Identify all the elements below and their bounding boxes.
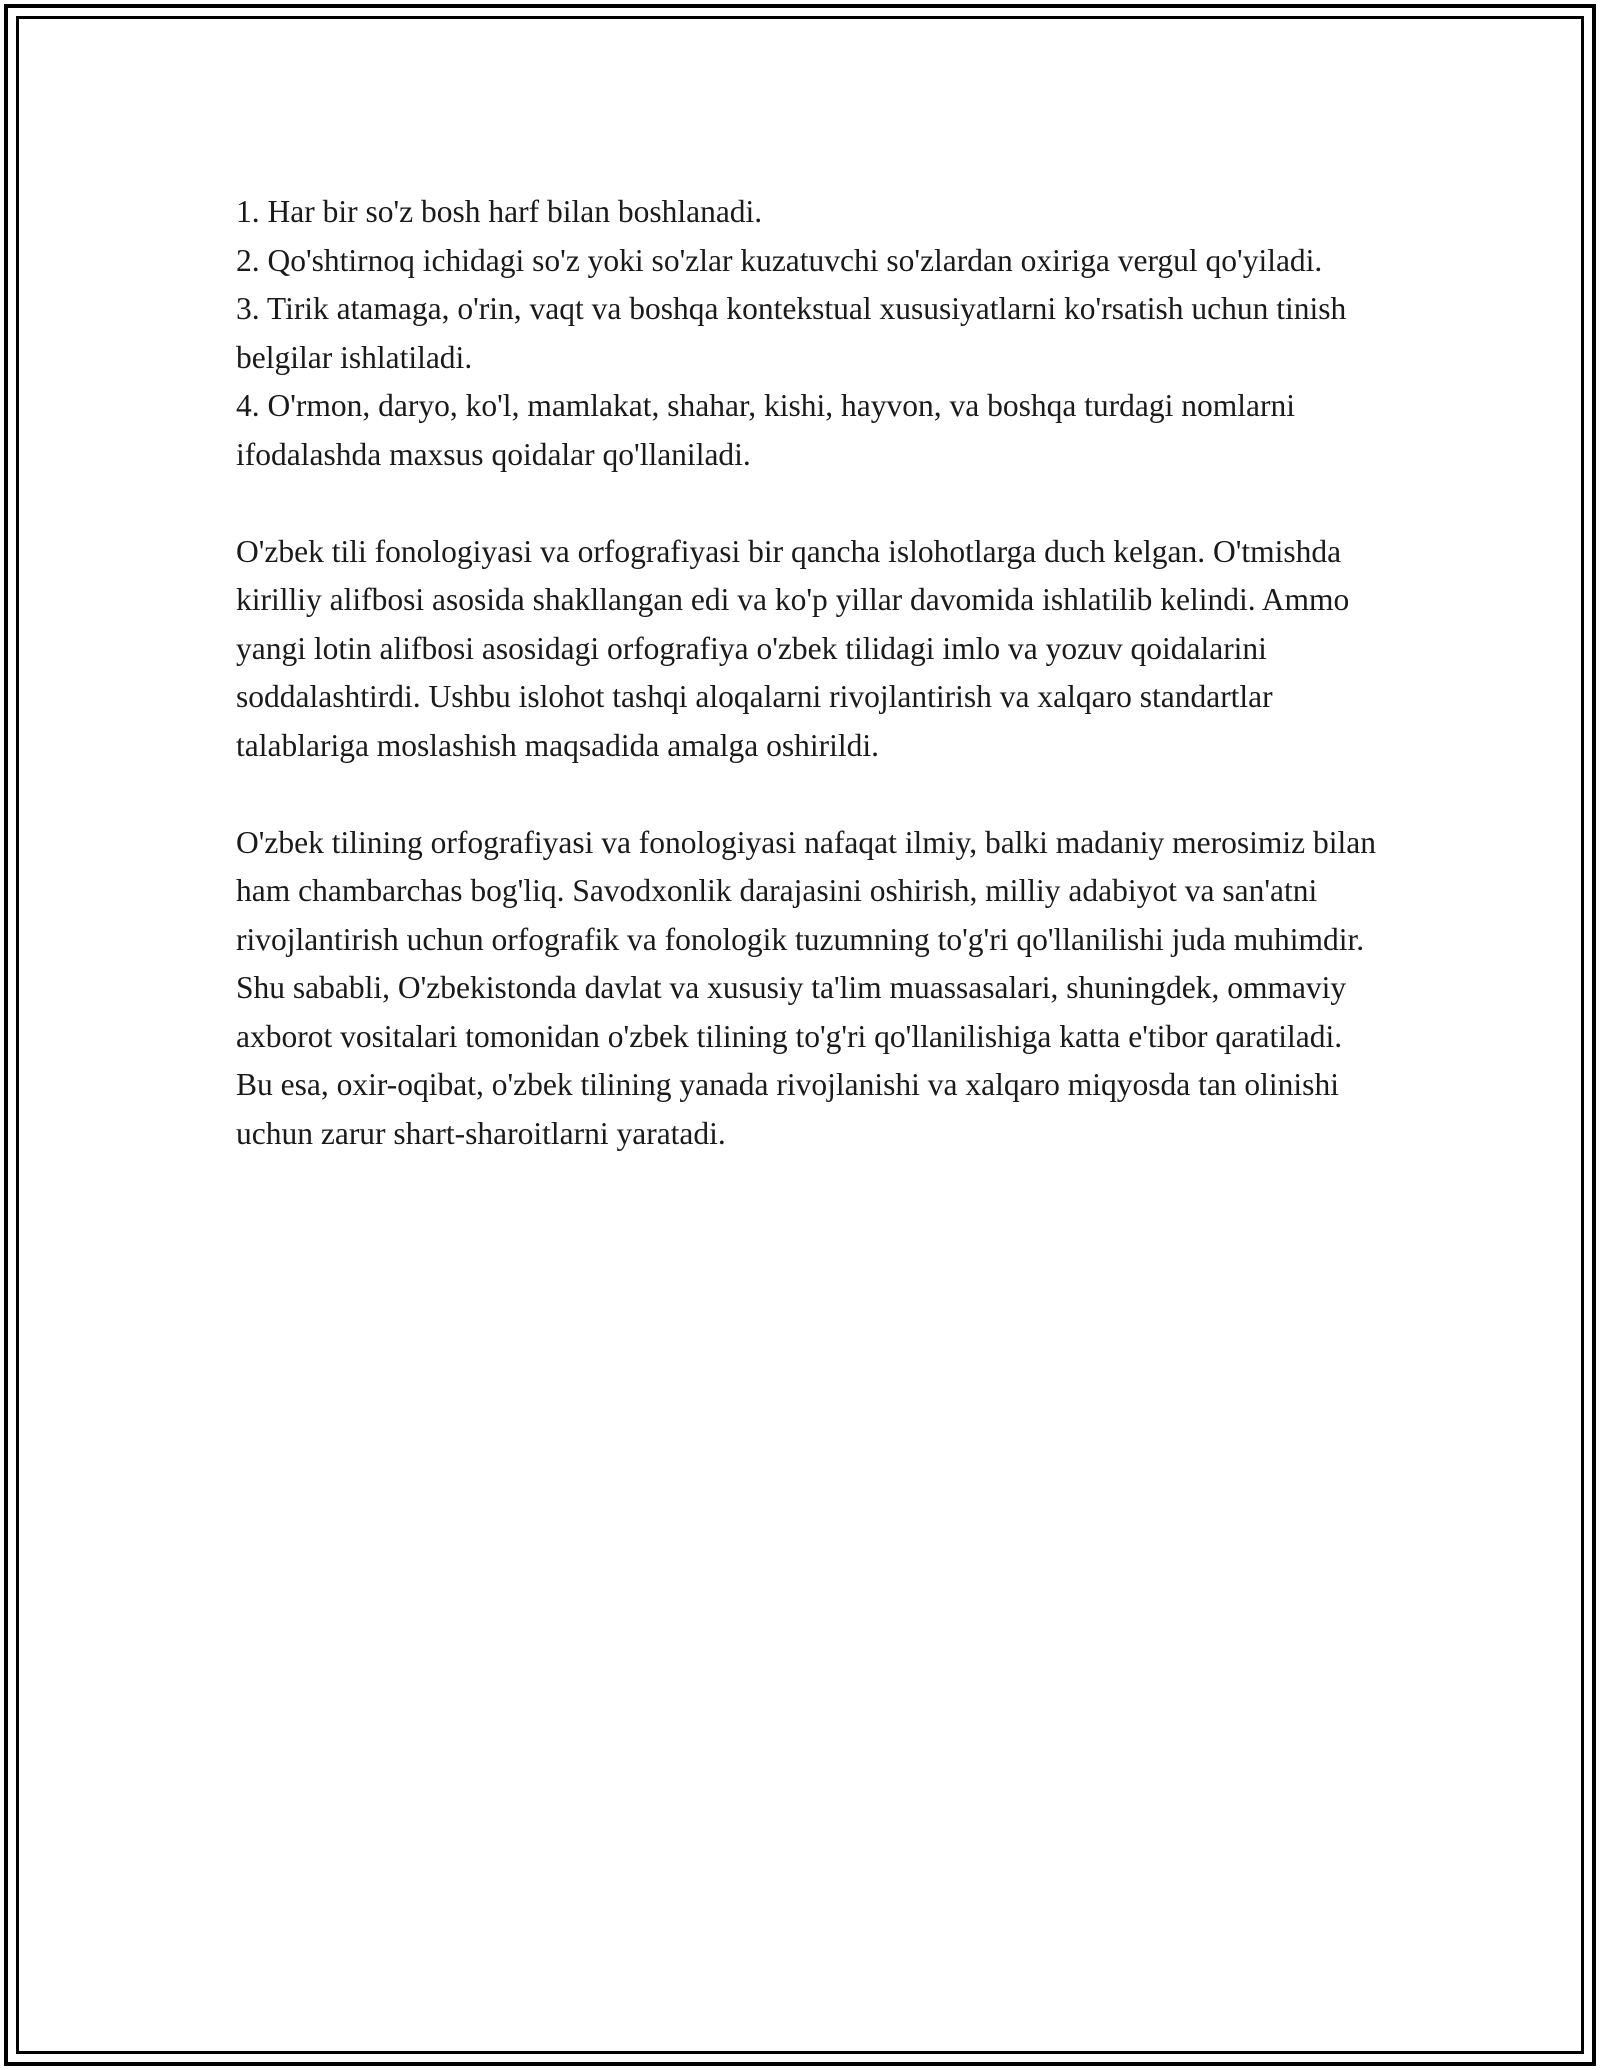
document-body xyxy=(236,188,1386,1158)
paragraph-heritage: O'zbek tilining orfografiyasi va fonologiyasi nafaqat ilmiy, balki madaniy merosimiz bilan ham chambarchas bog'liq. Savodxonlik darajasini oshirish, milliy adabiyot va san'atni rivojlantirish uchun orfografik va fonologik tuzumning to'g'ri qo'llanilishi juda muhimdir. Shu sababli, O'zbekistonda davlat va xususiy ta'lim muassasalari, shuningdek, ommaviy axborot vositalari tomonidan o'zbek tilining to'g'ri qo'llanilishiga katta e'tibor qaratiladi. Bu esa, oxir-oqibat, o'zbek tilining yanada rivojlanishi va xalqaro miqyosda tan olinishi uchun zarur shart-sharoitlarni yaratadi. xyxy=(236,824,1376,1151)
list-item: 1. Har bir so'z bosh harf bilan boshlanadi. xyxy=(236,194,763,229)
list-item: 4. O'rmon, daryo, ko'l, mamlakat, shahar, kishi, hayvon, va boshqa turdagi nomlarni ifodalashda maxsus qoidalar qo'llaniladi. xyxy=(236,388,1296,472)
rules-list xyxy=(236,188,1386,479)
list-item: 2. Qo'shtirnoq ichidagi so'z yoki so'zlar kuzatuvchi so'zlardan oxiriga vergul qo'yiladi. xyxy=(236,242,1323,278)
list-item: 3. Tirik atamaga, o'rin, vaqt va boshqa kontekstual xususiyatlarni ko'rsatish uchun tinish belgilar ishlatiladi. xyxy=(236,291,1347,375)
paragraph-reforms: O'zbek tili fonologiyasi va orfografiyasi bir qancha islohotlarga duch kelgan. O'tmishda kirilliy alifbosi asosida shakllangan edi va ko'p yillar davomida ishlatilib kelindi. Ammo yangi lotin alifbosi asosidagi orfografiya o'zbek tilidagi imlo va yozuv qoidalarini soddalashtirdi. Ushbu islohot tashqi aloqalarni rivojlantirish va xalqaro standartlar talablariga moslashish maqsadida amalga oshirildi. xyxy=(236,533,1350,763)
